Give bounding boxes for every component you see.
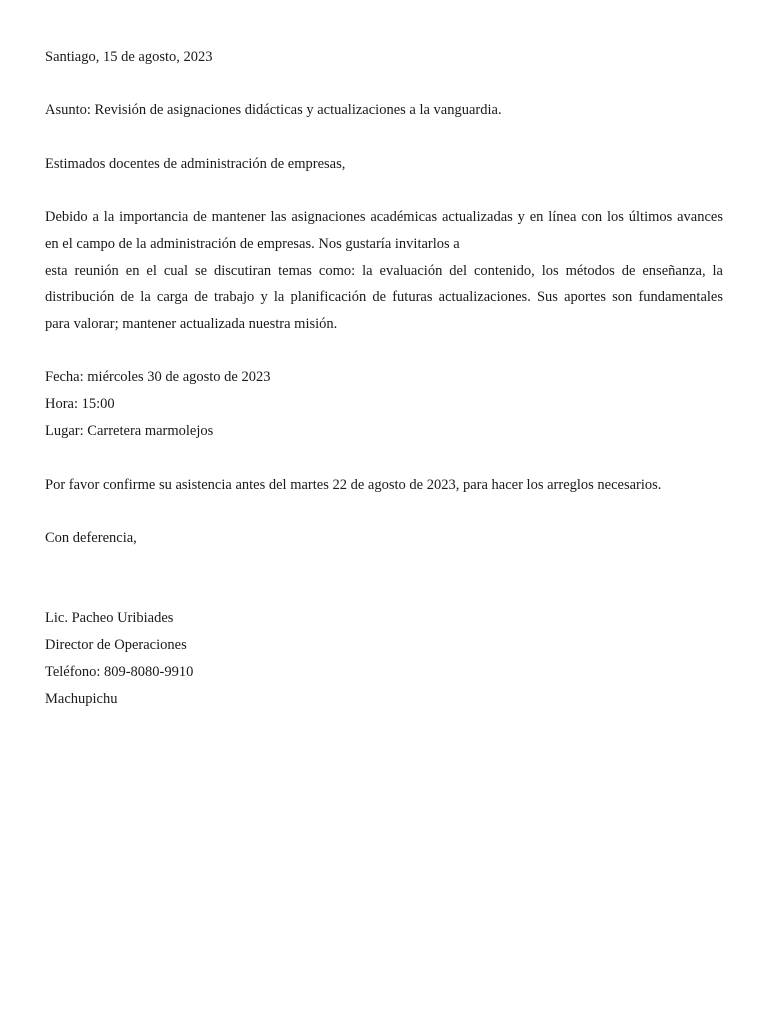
place-date: Santiago, 15 de agosto, 2023 [45, 49, 213, 65]
signature-name: Lic. Pacheo Uribiades [45, 610, 174, 626]
body-line-3: esta reunión en el cual se discutiran temas como: la evaluación del contenido, los métodos de enseñanza, la [45, 263, 723, 279]
meeting-place: Lugar: Carretera marmolejos [45, 423, 214, 439]
body-line-1: Debido a la importancia de mantener las asignaciones académicas actualizadas y en línea con los últimos avances [45, 209, 723, 225]
signature-location: Machupichu [45, 691, 118, 707]
greeting: Estimados docentes de administración de empresas, [45, 156, 346, 172]
signature-title: Director de Operaciones [45, 637, 187, 653]
closing: Con deferencia, [45, 530, 137, 546]
body-line-4: distribución de la carga de trabajo y la planificación de futuras actualizaciones. Sus aportes son fundamentales [45, 289, 723, 305]
meeting-date: Fecha: miércoles 30 de agosto de 2023 [45, 369, 271, 385]
meeting-time: Hora: 15:00 [45, 396, 115, 412]
body-line-5: para valorar; mantener actualizada nuestra misión. [45, 316, 338, 332]
signature-phone: Teléfono: 809-8080-9910 [45, 664, 194, 680]
subject-line: Asunto: Revisión de asignaciones didácticas y actualizaciones a la vanguardia. [45, 102, 502, 118]
body-line-2: en el campo de la administración de empresas. Nos gustaría invitarlos a [45, 236, 460, 252]
rsvp-request: Por favor confirme su asistencia antes del martes 22 de agosto de 2023, para hacer los arreglos necesarios. [45, 477, 662, 493]
